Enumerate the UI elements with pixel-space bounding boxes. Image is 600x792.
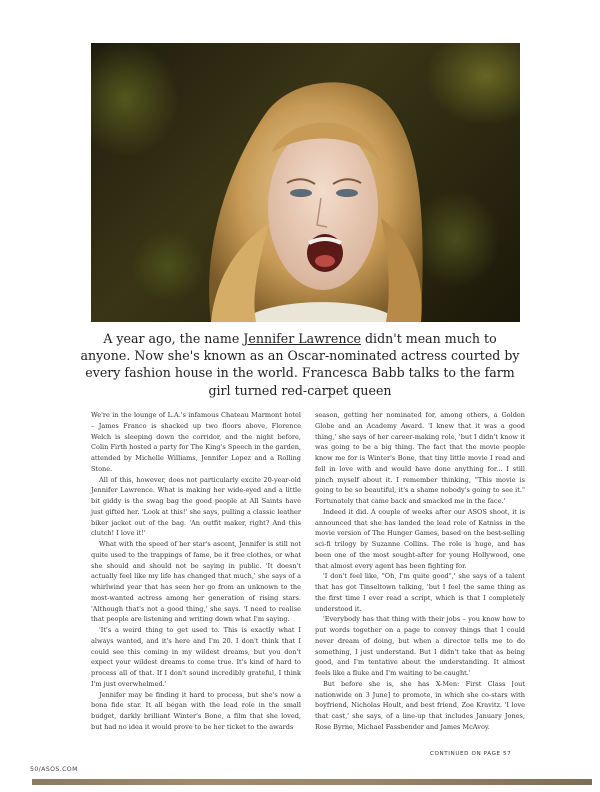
paragraph: 'Everybody has that thing with their jobs – you know how to put words together on a page to convey things that I could never dream of doing, but when a director tells me to do something, I just understand. But I didn't take that as being good, and I'm tentative about the understanding. It almost feels like a fluke and I'm waiting to be caught.' [315,615,525,677]
paragraph: Jennifer may be finding it hard to process, but she's now a bona fide star. It all began with the lead role in the small budget, darkly brilliant Winter's Bone, a film that she loved, but had no idea it would prove to be her ticket to the awards [91,690,301,731]
paragraph: We're in the lounge of L.A.'s infamous Chateau Marmont hotel – James Franco is shacked up two floors above, Florence Welch is sleeping down the corridor, and the night before, Colin Firth hosted a party for The King's Speech in the garden, attended by Michelle Williams, Jennifer Lopez and a Rolling Stone. [91,411,301,473]
portrait-illustration [91,43,520,322]
continued-on-page: CONTINUED ON PAGE 57 [430,751,512,757]
body-column-right [315,410,525,733]
page-folio: 50/ASOS.COM [30,766,78,773]
deck-text-pre: A year ago, the name [103,331,244,346]
deck-text-post: didn't mean much to anyone. Now she's known as an Oscar-nominated actress courted by every fashion house in the world. Francesca Babb talks to the farm girl turned red-carpet queen [80,331,520,398]
footer-rule [32,779,592,785]
paragraph: 'I don't feel like, "Oh, I'm quite good",' she says of a talent that has got Tinseltown talking, 'but I feel the same thing as the first time I ever read a script, which is that I completely understood it. [315,572,525,613]
paragraph: Indeed it did. A couple of weeks after our ASOS shoot, it is announced that she has landed the lead role of Katniss in the movie version of The Hunger Games, based on the best-selling sci-fi trilogy by Suzanne Collins. The role is huge, and has been one of the most sought-after for young Hollywood, one that almost every agent has been fighting for. [315,507,525,570]
body-column-left [91,410,301,733]
deck-name-link[interactable]: Jennifer Lawrence [243,331,361,346]
paragraph: 'It's a weird thing to get used to. This is exactly what I always wanted, and it's here and I'm 20. I don't think that I could see this coming in my wildest dreams, but you don't expect your wildest dreams to come true. It's kind of hard to process all of that. If I don't sound incredibly grateful, I think I'm just overwhelmed.' [91,626,301,688]
hero-photo [91,43,520,322]
paragraph: But before she is, she has X-Men: First Class [out nationwide on 3 June] to promote, in which she co-stars with boyfriend, Nicholas Hoult, and best friend, Zoe Kravitz. 'I love that cast,' she says, of a line-up that includes January Jones, Rose Byrne, Michael Fassbender and James McAvoy. [315,679,525,731]
paragraph: season, getting her nominated for, among others, a Golden Globe and an Academy Award. 'I knew that it was a good thing,' she says of her career-making role, 'but I didn't know it was going to be a big thing. The fact that the movie people know me for is Winter's Bone, that tiny little movie I read and fell in love with and would have done anything for... I still pinch myself about it. I remember thinking, "This movie is going to be so beautiful, it's a shame nobody's going to see it." Fortunately that came back and smacked me in the face.' [315,411,525,505]
article-deck [80,330,520,399]
paragraph: What with the speed of her star's ascent, Jennifer is still not quite used to the trappings of fame, be it free clothes, or what she should and should not be saying in public. 'It doesn't actually feel like my life has changed that much,' she says of a whirlwind year that has seen her go from an unknown to the most-wanted actress among her generation of rising stars. 'Although that's not a good thing,' she says. 'I need to realise that people are listening and writing down what I'm saying. [91,540,301,624]
paragraph: All of this, however, does not particularly excite 20-year-old Jennifer Lawrence. What is making her wide-eyed and a little bit giddy is the swag bag the good people at All Saints have just gifted her. 'Look at this!' she says, pulling a classic leather biker jacket out of the bag. 'An outfit maker, right? And this clutch! I love it!' [91,475,301,538]
